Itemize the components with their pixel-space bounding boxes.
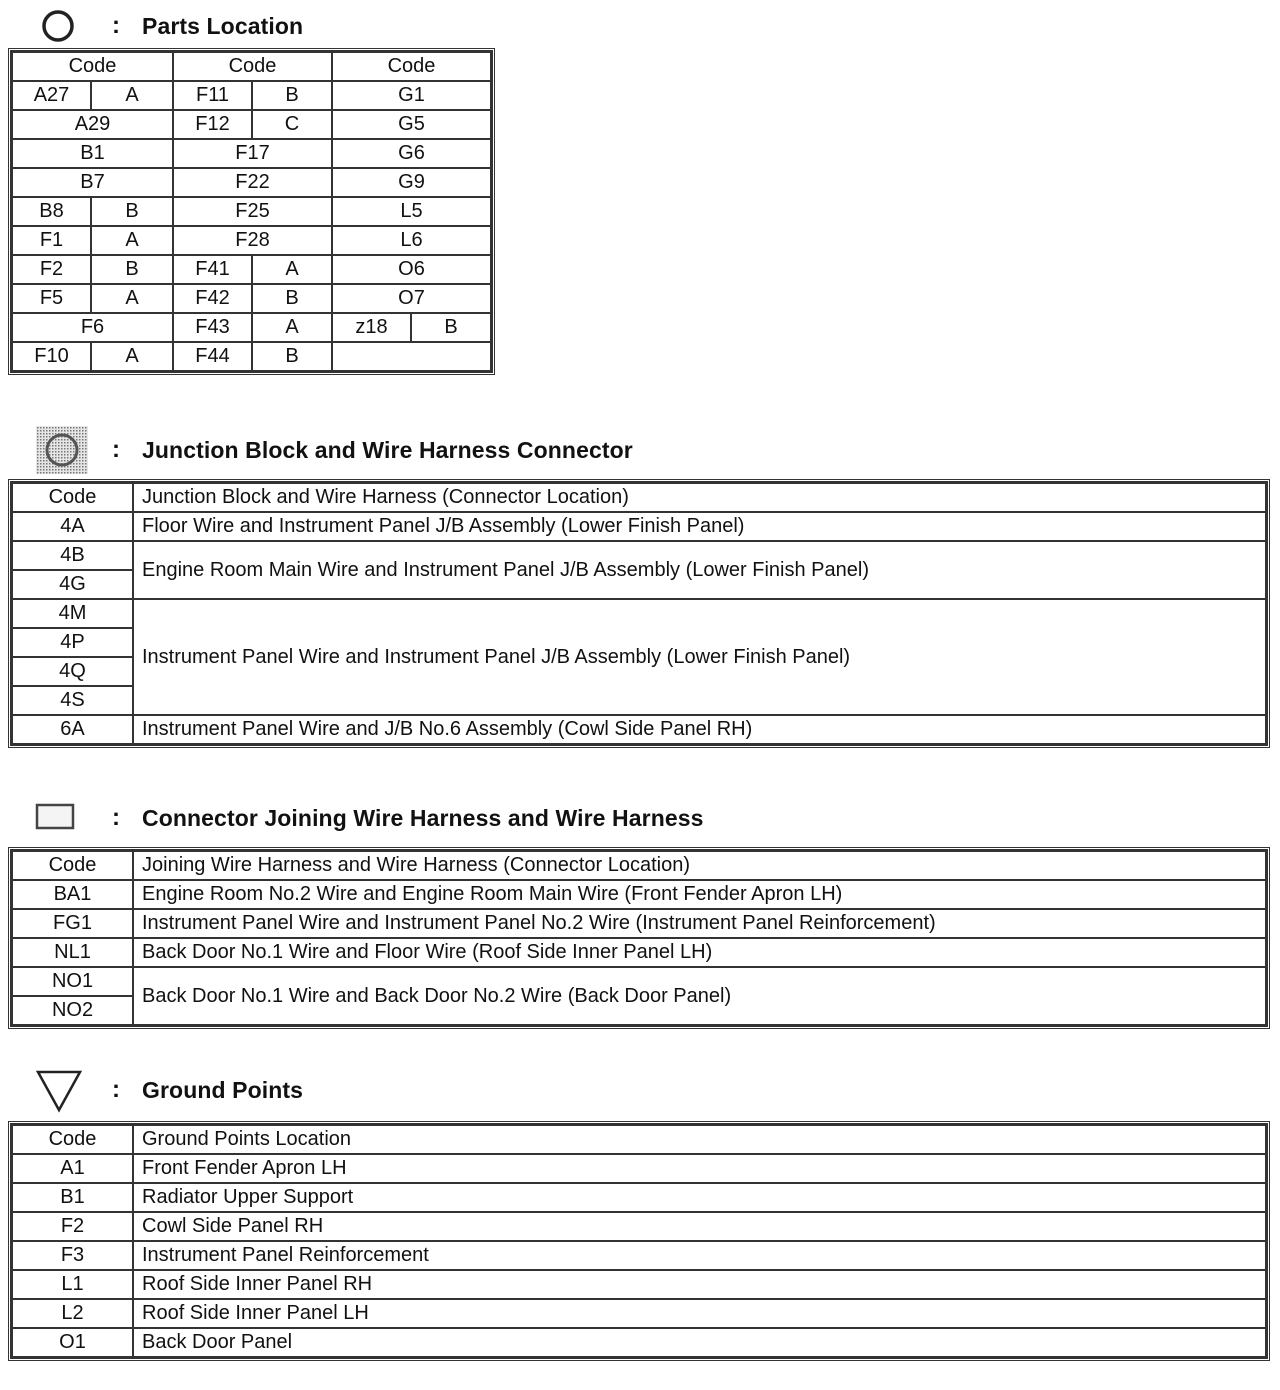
junction-block-header-row	[12, 483, 1266, 512]
junction-block-code: 4B	[12, 541, 133, 570]
junction-block-colon: :	[112, 436, 120, 463]
parts-row	[12, 139, 491, 168]
junction-block-description: Instrument Panel Wire and J/B No.6 Assembly (Cowl Side Panel RH)	[133, 715, 1266, 744]
connector-joining-header-row	[12, 851, 1266, 880]
parts-location-title: Parts Location	[142, 13, 304, 39]
part-code: G9	[332, 168, 491, 197]
part-connector-letter: A	[252, 313, 332, 342]
part-code: F22	[173, 168, 332, 197]
ground-point-row	[12, 1328, 1266, 1357]
connector-joining-description: Instrument Panel Wire and Instrument Panel No.2 Wire (Instrument Panel Reinforcement)	[133, 909, 1266, 938]
part-connector-letter: A	[252, 255, 332, 284]
junction-block-code: 4Q	[12, 657, 133, 686]
part-code: F6	[12, 313, 173, 342]
connector-joining-description: Engine Room No.2 Wire and Engine Room Main Wire (Front Fender Apron LH)	[133, 880, 1266, 909]
connector-joining-row	[12, 938, 1266, 967]
junction-block-description: Instrument Panel Wire and Instrument Panel J/B Assembly (Lower Finish Panel)	[133, 599, 1266, 715]
connector-joining-title: Connector Joining Wire Harness and Wire Harness	[142, 805, 704, 831]
parts-location-heading	[0, 4, 1280, 48]
parts-row	[12, 197, 491, 226]
part-connector-letter: A	[91, 342, 173, 371]
junction-block-row	[12, 541, 1266, 570]
rectangle-icon	[34, 800, 78, 834]
parts-location-table	[11, 51, 492, 372]
part-connector-letter: A	[91, 226, 173, 255]
part-code: G5	[332, 110, 491, 139]
part-code: L6	[332, 226, 491, 255]
ground-points-title: Ground Points	[142, 1077, 304, 1103]
parts-row	[12, 168, 491, 197]
parts-row	[12, 255, 491, 284]
junction-block-code: 6A	[12, 715, 133, 744]
ground-point-description: Front Fender Apron LH	[133, 1154, 1266, 1183]
part-connector-letter: B	[252, 284, 332, 313]
parts-row	[12, 284, 491, 313]
ground-point-description: Roof Side Inner Panel RH	[133, 1270, 1266, 1299]
junction-block-code: 4G	[12, 570, 133, 599]
junction-block-row	[12, 715, 1266, 744]
parts-row	[12, 226, 491, 255]
part-code: F1	[12, 226, 91, 255]
part-code: A29	[12, 110, 173, 139]
junction-block-table	[11, 482, 1267, 745]
connector-joining-row	[12, 880, 1266, 909]
junction-block-code: 4A	[12, 512, 133, 541]
connector-joining-code: BA1	[12, 880, 133, 909]
part-connector-letter: A	[91, 81, 173, 110]
ground-point-row	[12, 1270, 1266, 1299]
connector-joining-code: NO1	[12, 967, 133, 996]
part-code: F43	[173, 313, 252, 342]
ground-points-heading	[0, 1068, 1280, 1112]
parts-row	[12, 313, 491, 342]
code-header: Code	[173, 52, 332, 81]
parts-row	[12, 342, 491, 371]
ground-point-description: Cowl Side Panel RH	[133, 1212, 1266, 1241]
connector-joining-code: FG1	[12, 909, 133, 938]
ground-point-code: A1	[12, 1154, 133, 1183]
code-header: Code	[332, 52, 491, 81]
connector-joining-description: Back Door No.1 Wire and Back Door No.2 Wire (Back Door Panel)	[133, 967, 1266, 1025]
connector-joining-colon: :	[112, 804, 120, 831]
parts-location-colon: :	[112, 12, 120, 39]
circle-icon	[38, 6, 78, 46]
code-header: Code	[12, 1125, 133, 1154]
connector-joining-row	[12, 909, 1266, 938]
parts-row	[12, 110, 491, 139]
part-code: F10	[12, 342, 91, 371]
ground-point-row	[12, 1299, 1266, 1328]
part-code: B1	[12, 139, 173, 168]
ground-point-code: O1	[12, 1328, 133, 1357]
connector-joining-description: Back Door No.1 Wire and Floor Wire (Roof Side Inner Panel LH)	[133, 938, 1266, 967]
junction-block-row	[12, 599, 1266, 628]
code-header: Code	[12, 851, 133, 880]
connector-joining-heading	[0, 796, 1280, 840]
junction-block-description: Engine Room Main Wire and Instrument Panel J/B Assembly (Lower Finish Panel)	[133, 541, 1266, 599]
ground-point-code: F3	[12, 1241, 133, 1270]
ground-point-header-row	[12, 1125, 1266, 1154]
ground-point-row	[12, 1212, 1266, 1241]
ground-point-code: B1	[12, 1183, 133, 1212]
ground-point-code: L2	[12, 1299, 133, 1328]
part-code: G6	[332, 139, 491, 168]
ground-point-description: Instrument Panel Reinforcement	[133, 1241, 1266, 1270]
part-code: O7	[332, 284, 491, 313]
part-connector-letter: A	[91, 284, 173, 313]
part-code	[332, 342, 491, 371]
junction-block-code: 4M	[12, 599, 133, 628]
junction-block-title: Junction Block and Wire Harness Connector	[142, 437, 633, 463]
parts-row	[12, 81, 491, 110]
connector-joining-code: NO2	[12, 996, 133, 1025]
ground-point-description: Back Door Panel	[133, 1328, 1266, 1357]
part-code: A27	[12, 81, 91, 110]
part-connector-letter: B	[91, 255, 173, 284]
description-header: Junction Block and Wire Harness (Connector Location)	[133, 483, 1266, 512]
connector-joining-code: NL1	[12, 938, 133, 967]
part-code: F5	[12, 284, 91, 313]
part-code: F28	[173, 226, 332, 255]
junction-block-code: 4P	[12, 628, 133, 657]
part-code: F44	[173, 342, 252, 371]
part-connector-letter: B	[252, 342, 332, 371]
junction-block-description: Floor Wire and Instrument Panel J/B Assembly (Lower Finish Panel)	[133, 512, 1266, 541]
shaded-circle-icon	[34, 424, 90, 476]
part-code: L5	[332, 197, 491, 226]
ground-points-table	[11, 1124, 1267, 1358]
part-connector-letter: B	[91, 197, 173, 226]
parts-header-row	[12, 52, 491, 81]
part-code: F42	[173, 284, 252, 313]
ground-point-row	[12, 1241, 1266, 1270]
triangle-down-icon	[34, 1068, 84, 1114]
part-code: z18	[332, 313, 411, 342]
description-header: Joining Wire Harness and Wire Harness (Connector Location)	[133, 851, 1266, 880]
part-code: F17	[173, 139, 332, 168]
connector-joining-table	[11, 850, 1267, 1026]
part-code: B7	[12, 168, 173, 197]
code-header: Code	[12, 52, 173, 81]
code-header: Code	[12, 483, 133, 512]
junction-block-heading	[0, 428, 1280, 472]
part-code: G1	[332, 81, 491, 110]
part-code: O6	[332, 255, 491, 284]
part-code: B8	[12, 197, 91, 226]
part-code: F11	[173, 81, 252, 110]
part-code: F41	[173, 255, 252, 284]
ground-point-code: F2	[12, 1212, 133, 1241]
part-code: F12	[173, 110, 252, 139]
ground-points-colon: :	[112, 1076, 120, 1103]
junction-block-row	[12, 512, 1266, 541]
part-connector-letter: C	[252, 110, 332, 139]
ground-point-description: Radiator Upper Support	[133, 1183, 1266, 1212]
part-code: F2	[12, 255, 91, 284]
ground-point-row	[12, 1154, 1266, 1183]
part-code: F25	[173, 197, 332, 226]
junction-block-code: 4S	[12, 686, 133, 715]
ground-point-code: L1	[12, 1270, 133, 1299]
connector-joining-row	[12, 967, 1266, 996]
part-connector-letter: B	[411, 313, 491, 342]
part-connector-letter: B	[252, 81, 332, 110]
description-header: Ground Points Location	[133, 1125, 1266, 1154]
ground-point-description: Roof Side Inner Panel LH	[133, 1299, 1266, 1328]
ground-point-row	[12, 1183, 1266, 1212]
